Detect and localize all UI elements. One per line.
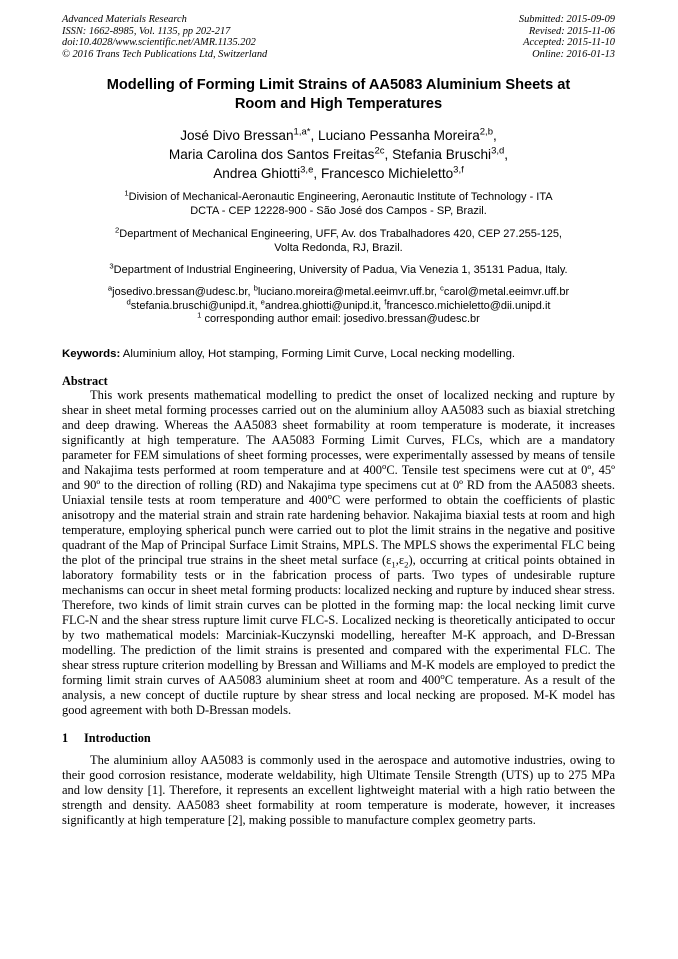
date-revised: Revised: 2015-11-06 xyxy=(528,25,615,37)
author-name: José Divo Bressan xyxy=(180,128,294,144)
author-name: Stefania Bruschi xyxy=(392,146,492,162)
affiliation-text: Department of Mechanical Engineering, UFF, Av. dos Trabalhadores 420, CEP 27.255-125, xyxy=(119,227,562,240)
submission-dates xyxy=(519,14,615,60)
author-name: Francesco Michieletto xyxy=(320,165,454,181)
email-line xyxy=(62,297,615,314)
keywords xyxy=(62,347,615,361)
abstract-text: C. Tensile test specimens were cut at 0º, 45º and 90º to the direction of rolling (RD) and Nakajima type specimens cut at 0º RD from the AA5083 sheets. Uniaxial tensile tests at room temperature and 400 xyxy=(62,462,615,507)
email-mark: e xyxy=(260,297,265,307)
author-name: Andrea Ghiotti xyxy=(213,165,301,181)
keywords-text: Aluminium alloy, Hot stamping, Forming Limit Curve, Local necking modelling. xyxy=(120,347,516,360)
affiliation-text: Department of Industrial Engineering, University of Padua, Via Venezia 1, 35131 Padua, Italy. xyxy=(113,263,568,276)
section-heading xyxy=(62,731,615,745)
degree-mark: o xyxy=(381,460,387,471)
paper-title xyxy=(62,76,615,113)
paper-page xyxy=(62,14,615,840)
author-mark: 1,a* xyxy=(293,126,311,138)
journal-copyright: © 2016 Trans Tech Publications Ltd, Switzerland xyxy=(62,48,268,60)
email-mark: c xyxy=(440,283,444,293)
degree-mark: o xyxy=(327,490,332,501)
section-title: Introduction xyxy=(84,730,151,745)
email-link: stefania.bruschi@unipd.it, xyxy=(130,299,261,312)
affiliation-text: Division of Mechanical-Aeronautic Engineering, Aeronautic Institute of Technology - ITA xyxy=(128,191,553,204)
email-link: luciano.moreira@metal.eeimvr.uff.br, xyxy=(257,286,440,299)
affiliation-line: DCTA - CEP 12228-900 - São José dos Campos - SP, Brazil. xyxy=(190,205,487,218)
abstract-text: ,ε xyxy=(395,552,405,567)
author-mark: 3,e xyxy=(300,164,314,176)
keywords-label: Keywords: xyxy=(62,347,121,360)
author-line: Andrea Ghiotti$^{3,e}$, Francesco Michieletto$^{3,f}$ xyxy=(213,164,464,181)
section-number: 1 xyxy=(62,730,69,745)
journal-name: Advanced Materials Research xyxy=(62,14,187,25)
affiliation-line xyxy=(62,263,615,277)
abstract-heading: Abstract xyxy=(62,373,108,388)
email-mark: f xyxy=(384,297,387,307)
affiliation-mark: 1 xyxy=(124,188,129,198)
affiliation-mark: 2 xyxy=(115,224,120,234)
title-line: Modelling of Forming Limit Strains of AA5083 Aluminium Sheets at xyxy=(106,77,571,94)
email-link: francesco.michieletto@dii.unipd.it xyxy=(386,299,551,312)
author-line: José Divo Bressan$^{1,a*}$, Luciano Pessanha Moreira$^{2,b}$, xyxy=(180,126,497,144)
intro-paragraph: The aluminium alloy AA5083 is commonly used in the aerospace and automotive industries, owing to their good corrosion resistance, moderate weldability, high Ultimate Tensile Strength (UTS) up to 275 MPa and low density [1]. Therefore, it represents an excellent lightweight material with a high ratio between the strength and density. AA5083 sheet formability at room temperature is moderate, however, it increases significantly at high temperature [2], making possible to manufacture complex geometry parts. xyxy=(62,752,615,827)
title-line: Room and High Temperatures xyxy=(234,95,443,112)
journal-header xyxy=(62,14,615,60)
abstract-text: C temperature. As a result of the analysis, a new concept of ductile rupture by shear stress and local necking are proposed. M-K model has good agreement with both D-Bressan models. xyxy=(62,672,615,717)
affiliation-3 xyxy=(62,263,615,277)
date-online: Online: 2016-01-13 xyxy=(532,48,615,60)
email-link: carol@metal.eeimvr.uff.br xyxy=(443,286,570,299)
affiliation-line xyxy=(62,224,615,241)
degree-mark: o xyxy=(440,670,445,681)
abstract-text: C were performed to obtain the coefficients of plastic anisotropy and the material strain and strain rate hardening behavior. Nakajima biaxial tests at room and high temperature, employing spherical punch were carried out to plot the limit strains in the negative and positive quadrant of the Map of Principal Surface Limit Strains, MPLS. The MPLS shows the experimental FLC being the plot of the principal true strains in the sheet metal surface (ε xyxy=(62,492,615,567)
email-line xyxy=(62,310,615,327)
author-name: Luciano Pessanha Moreira xyxy=(318,128,480,144)
abstract-text: This work presents mathematical modelling to predict the onset of localized necking and rupture by shear in sheet metal forming processes carried out on the aluminium alloy AA5083 such as biaxial stretching and deep drawing. Whereas the AA5083 sheet formability at room temperature is moderate, it increases significantly at high temperature. The AA5083 Forming Limit Curves, FLCs, which are a mandatory parameter for FEM simulations of sheet forming processes, were experimentally assessed by means of tensile and Nakajima tests performed at room temperature and at 400 xyxy=(62,387,615,477)
affiliation-line: Volta Redonda, RJ, Brazil. xyxy=(274,241,403,254)
affiliation-1 xyxy=(62,190,615,218)
abstract-body xyxy=(62,388,615,718)
affiliation-2 xyxy=(62,224,615,255)
journal-doi: doi:10.4028/www.scientific.net/AMR.1135.202 xyxy=(62,37,256,49)
author-mark: 3,f xyxy=(453,164,464,176)
author-mark: 3,d xyxy=(491,145,505,157)
email-line xyxy=(62,283,615,300)
corresponding-email: corresponding author email: josedivo.bressan@udesc.br xyxy=(201,313,480,326)
author-mark: 2,b xyxy=(479,126,493,138)
date-submitted: Submitted: 2015-09-09 xyxy=(518,14,615,25)
date-accepted: Accepted: 2015-11-10 xyxy=(523,37,615,49)
email-link: andrea.ghiotti@unipd.it, xyxy=(264,299,385,312)
journal-issn: ISSN: 1662-8985, Vol. 1135, pp 202-217 xyxy=(62,25,231,37)
subscript: 2 xyxy=(404,559,409,570)
abstract-text: ), occurring at critical points obtained in laboratory formability tests or in the fabrication process of parts. Two types of undesirable rupture mechanisms can occur in sheet metal forming products: localized necking and rupture by induced shear stress. Therefore, two kinds of limit strain curves can be plotted in the forming map: the local necking limit curve FLC-N and the shear stress rupture limit curve FLC-S. Localized necking is theoretically anticipated to occur by two mathematical models: Marciniak-Kuczynski modelling, hereafter M-K approach, and D-Bressan modelling. The prediction of the limit strains is presented and compared with the experimental FLC. The shear stress rupture criterion modelling by Bressan and Williams and M-K models are employed to predict the forming limit strain curves of AA5083 aluminium sheet at room and 400 xyxy=(62,552,615,687)
author-list xyxy=(62,127,615,183)
author-line: Maria Carolina dos Santos Freitas$^{2c}$, Stefania Bruschi$^{3,d}$, xyxy=(168,145,509,162)
author-emails xyxy=(62,283,615,327)
email-mark: d xyxy=(126,297,131,307)
email-mark: a xyxy=(107,283,113,293)
affiliation-line xyxy=(62,190,615,204)
email-link: josedivo.bressan@udesc.br, xyxy=(112,286,254,299)
affiliation-mark: 3 xyxy=(109,261,114,271)
email-mark: b xyxy=(253,283,258,293)
email-mark: 1 xyxy=(197,310,202,320)
subscript: 1 xyxy=(391,559,396,570)
author-name: Maria Carolina dos Santos Freitas xyxy=(168,146,375,162)
journal-info xyxy=(62,14,267,60)
author-mark: 2c xyxy=(374,145,385,157)
